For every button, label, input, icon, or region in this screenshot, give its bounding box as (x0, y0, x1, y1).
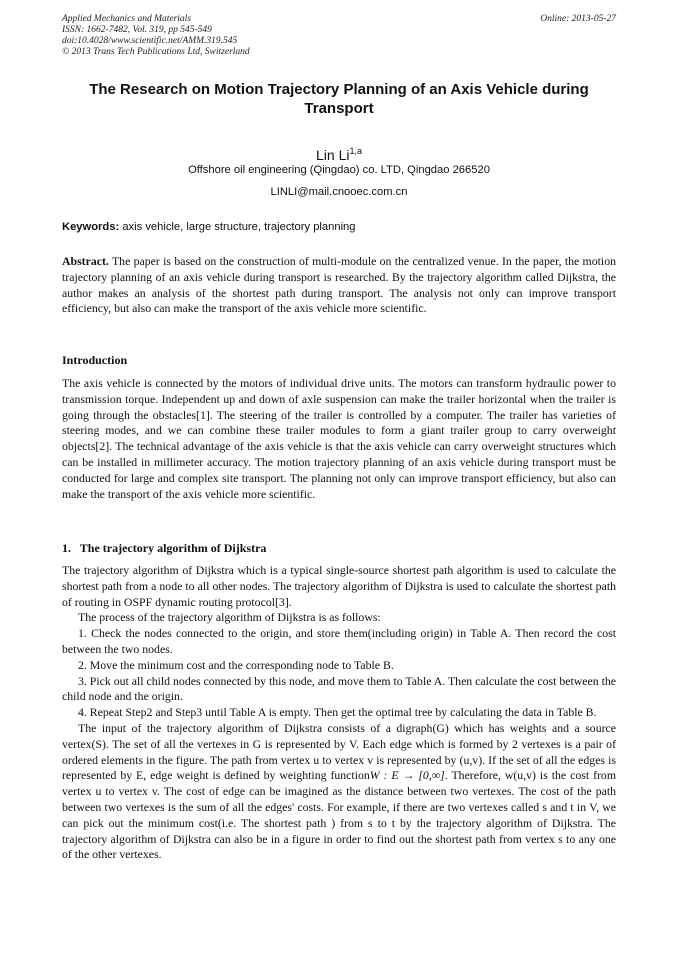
introduction-text: The axis vehicle is connected by the motors of individual drive units. The motors can transform hydraulic power to transmission torque. Independent up and down of axle suspension can make the trailer horizontal when the trailer is going through the obstacles[1]. The steering of the trailer is controlled by a computer. The trailer has varieties of steering modes, and we can combine these trailer modules to form a giant trailer group to carry overweight objects[2]. The technical advantage of the axis vehicle is that the axis vehicle can carry overweight structures which can be installed in millimeter accuracy. The motion trajectory planning of an axis vehicle during transport must be conducted for large and complex site transport. The planning not only can improve transport efficiency, but also can make the transport of the axis vehicle more scientific. (62, 376, 616, 501)
keywords-label: Keywords: (62, 221, 120, 233)
journal-name: Applied Mechanics and Materials (62, 14, 192, 24)
abstract-text: The paper is based on the construction of multi-module on the centralized venue. In the paper, the motion trajectory planning of an axis vehicle during transport is researched. By the trajectory algorithm called Dijkstra, the author makes an analysis of the shortest path during transport. The analysis not only can improve transport efficiency, but also can make the transport of the axis vehicle more scientific. (62, 254, 616, 316)
abstract-label: Abstract. (62, 254, 109, 268)
author-email: LINLI@mail.cnooec.com.cn (270, 186, 408, 198)
weighting-formula: W : E → [0,∞] (369, 768, 445, 783)
online-date: Online: 2013-05-27 (540, 14, 616, 24)
author-name: Lin Li (316, 147, 350, 163)
section1-paragraph-2: The process of the trajectory algorithm of Dijkstra is as follows: (78, 610, 381, 625)
author-line (62, 143, 616, 163)
copyright-line: © 2013 Trans Tech Publications Ltd, Switzerland (62, 47, 250, 57)
journal-header (62, 14, 250, 58)
section1-body (62, 563, 616, 863)
section1-paragraph-3 (62, 721, 616, 863)
paper-title: The Research on Motion Trajectory Planning of an Axis Vehicle during Transport (89, 81, 589, 117)
doi-line: doi:10.4028/www.scientific.net/AMM.319.545 (62, 36, 238, 46)
author-affiliation-mark: 1,a (349, 146, 362, 156)
p3-after-formula: . Therefore, w(u,v) is the cost from vertex u to vertex v. The cost of edge can be imagined as the distance between two vertexes. The cost of the path between two vertexes is the sum of all the edges' costs. For example, if there are two vertexes called s and t in V, we can pick out the minimum cost(i.e. The shortest path ) from s to t by the trajectory algorithm of Dijkstra. The trajectory algorithm of Dijkstra can also be in a figure in order to find out the shortest path from vertex s to any one of the other vertexes. (62, 768, 616, 862)
affiliation: Offshore oil engineering (Qingdao) co. LTD, Qingdao 266520 (188, 164, 490, 176)
step-2: 2. Move the minimum cost and the corresponding node to Table B. (78, 657, 394, 672)
keywords-text: axis vehicle, large structure, trajectory planning (122, 221, 356, 233)
step-3: 3. Pick out all child nodes connected by this node, and move them to Table A. Then calculate the cost between the child node and the origin. (62, 673, 616, 704)
introduction-heading: Introduction (62, 353, 128, 367)
section1-paragraph-1: The trajectory algorithm of Dijkstra which is a typical single-source shortest path algorithm is used to calculate the shortest path from a node to all other nodes. The trajectory algorithm of Dijkstra is used to calculate the shortest path of routing in OSPF dynamic routing protocol[3]. (62, 563, 616, 609)
abstract (62, 254, 616, 317)
p3-before-formula: The input of the trajectory algorithm of Dijkstra consists of a digraph(G) which has weights and a source vertex(S). The set of all the vertexes in G is represented by V. Each edge which is formed by 2 vertexes is a pair of ordered elements in the figure. The path from vertex u to vertex v is represented by (u,v). If the set of all the edges is represented by E, edge weight is defined by weighting function (62, 720, 616, 783)
step-4: 4. Repeat Step2 and Step3 until Table A is empty. Then get the optimal tree by calculating the data in Table B. (78, 705, 597, 720)
introduction-body (62, 376, 616, 502)
keywords (62, 220, 616, 234)
issn-line: ISSN: 1662-7482, Vol. 319, pp 545-549 (62, 25, 212, 35)
step-1: 1. Check the nodes connected to the origin, and store them(including origin) in Table A. Then record the cost between the two nodes. (62, 626, 616, 656)
section1-heading: 1. The trajectory algorithm of Dijkstra (62, 541, 267, 555)
